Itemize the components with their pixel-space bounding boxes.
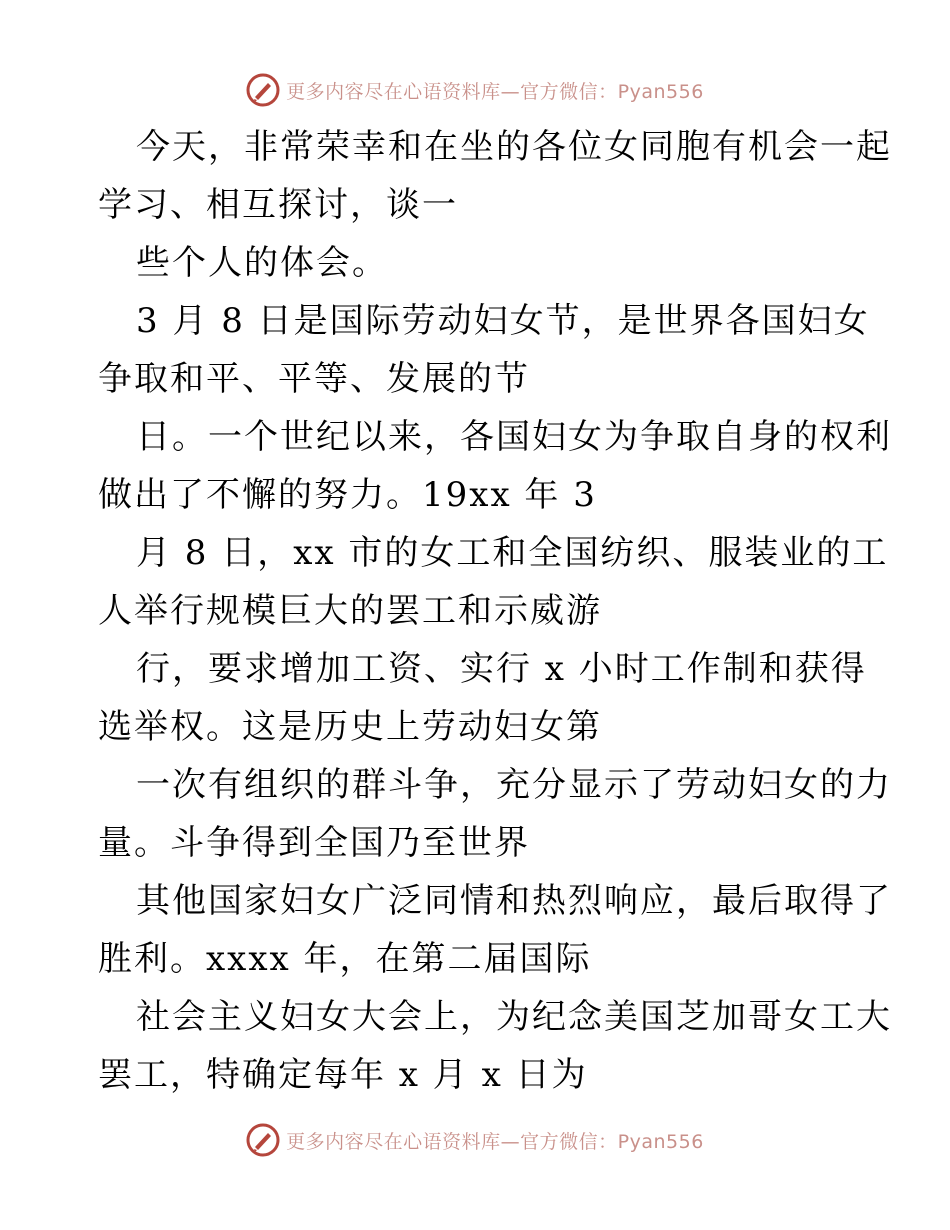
text-line: 日。一个世纪以来，各国妇女为争取自身的权利 xyxy=(136,417,892,457)
text-line: 一次有组织的群斗争，充分显示了劳动妇女的力 xyxy=(136,765,892,805)
text-line: 选举权。这是历史上劳动妇女第 xyxy=(98,707,602,747)
footer-watermark xyxy=(0,1120,950,1160)
text-line: 些个人的体会。 xyxy=(136,243,388,283)
header-watermark xyxy=(0,70,950,110)
text-line: 人举行规模巨大的罢工和示威游 xyxy=(98,591,602,631)
text-line: 学习、相互探讨，谈一 xyxy=(98,185,458,225)
pen-logo-icon xyxy=(246,73,280,107)
document-body xyxy=(98,118,892,1104)
text-line: 争取和平、平等、发展的节 xyxy=(98,359,530,399)
pen-logo-icon xyxy=(246,1123,280,1157)
text-line: 其他国家妇女广泛同情和热烈响应，最后取得了 xyxy=(136,881,892,921)
text-line: 量。斗争得到全国乃至世界 xyxy=(98,823,530,863)
text-line: 罢工，特确定每年 x 月 x 日为 xyxy=(98,1055,588,1095)
watermark-text: 更多内容尽在心语资料库—官方微信：Pyan556 xyxy=(286,1130,704,1153)
text-line: 3 月 8 日是国际劳动妇女节，是世界各国妇女 xyxy=(136,301,870,341)
text-line: 做出了不懈的努力。19xx 年 3 xyxy=(98,475,597,515)
text-line: 行，要求增加工资、实行 x 小时工作制和获得 xyxy=(136,649,867,689)
text-line: 胜利。xxxx 年，在第二届国际 xyxy=(98,939,592,979)
watermark-text: 更多内容尽在心语资料库—官方微信：Pyan556 xyxy=(286,80,704,103)
text-line: 今天，非常荣幸和在坐的各位女同胞有机会一起 xyxy=(136,127,892,167)
text-line: 社会主义妇女大会上，为纪念美国芝加哥女工大 xyxy=(136,997,892,1037)
text-line: 月 8 日，xx 市的女工和全国纺织、服装业的工 xyxy=(136,533,889,573)
